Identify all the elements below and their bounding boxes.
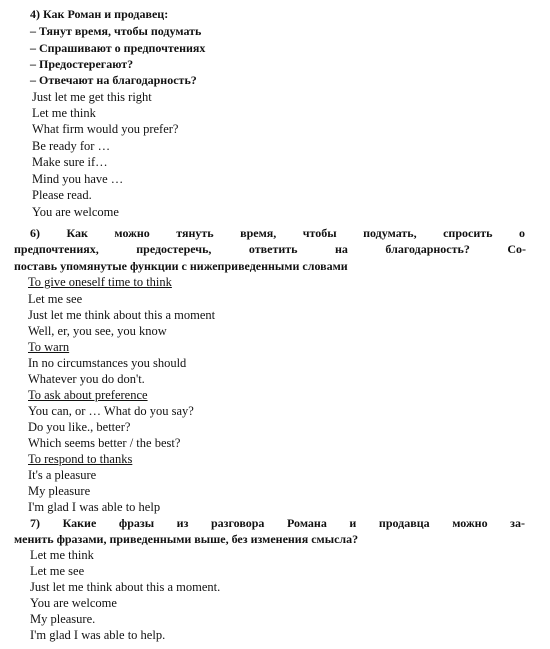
section-4-bullet: – Предостерегают?: [30, 57, 134, 71]
section-7-phrase: Let me think: [30, 548, 94, 562]
group-item: In no circumstances you should: [28, 356, 187, 370]
section-7-heading-line: 7) Какие фразы из разговора Романа и продавца можно за-: [30, 516, 525, 530]
section-7-phrase: My pleasure.: [30, 612, 96, 626]
group-item: Do you like., better?: [28, 420, 131, 434]
group-title-to-warn: To warn: [28, 340, 70, 354]
section-6-heading-line: предпочтениях, предостеречь, ответить на благодарность? Со-: [14, 242, 526, 256]
group-title-respond-thanks: To respond to thanks: [28, 452, 133, 466]
section-4-heading: 4) Как Роман и продавец:: [30, 7, 169, 21]
group-item: I'm glad I was able to help: [28, 500, 161, 514]
section-6-heading-line: поставь упомянутые функции с нижеприведенными словами: [14, 259, 348, 273]
section-7-phrase: Just let me think about this a moment.: [30, 580, 221, 594]
group-item: Just let me think about this a moment: [28, 308, 216, 322]
section-4-phrase: What firm would you prefer?: [32, 122, 179, 136]
group-item: Which seems better / the best?: [28, 436, 181, 450]
section-7-heading-line: менить фразами, приведенными выше, без изменения смысла?: [14, 532, 359, 546]
section-4-bullet: – Тянут время, чтобы подумать: [30, 24, 202, 38]
group-item: My pleasure: [28, 484, 91, 498]
section-7-phrase: I'm glad I was able to help.: [30, 628, 166, 642]
section-4-phrase: You are welcome: [32, 205, 119, 219]
section-4-phrase: Make sure if…: [32, 155, 108, 169]
section-4-bullet: – Отвечают на благодарность?: [30, 73, 197, 87]
section-4-phrase: Be ready for …: [32, 139, 111, 153]
section-4-bullet: – Спрашивают о предпочтениях: [30, 41, 206, 55]
group-item: Let me see: [28, 292, 83, 306]
group-item: Whatever you do don't.: [28, 372, 145, 386]
section-4-phrase: Just let me get this right: [32, 90, 152, 104]
group-item: It's a pleasure: [28, 468, 97, 482]
section-4-phrase: Let me think: [32, 106, 96, 120]
group-item: Well, er, you see, you know: [28, 324, 167, 338]
section-6-heading-line: 6) Как можно тянуть время, чтобы подумать, спросить о: [30, 226, 525, 240]
group-title-time-to-think: To give oneself time to think: [28, 275, 172, 289]
section-4-phrase: Please read.: [32, 188, 92, 202]
section-7-phrase: You are welcome: [30, 596, 117, 610]
group-title-ask-preference: To ask about preference: [28, 388, 148, 402]
section-7-phrase: Let me see: [30, 564, 85, 578]
section-4-phrase: Mind you have …: [32, 172, 124, 186]
group-item: You can, or … What do you say?: [28, 404, 194, 418]
